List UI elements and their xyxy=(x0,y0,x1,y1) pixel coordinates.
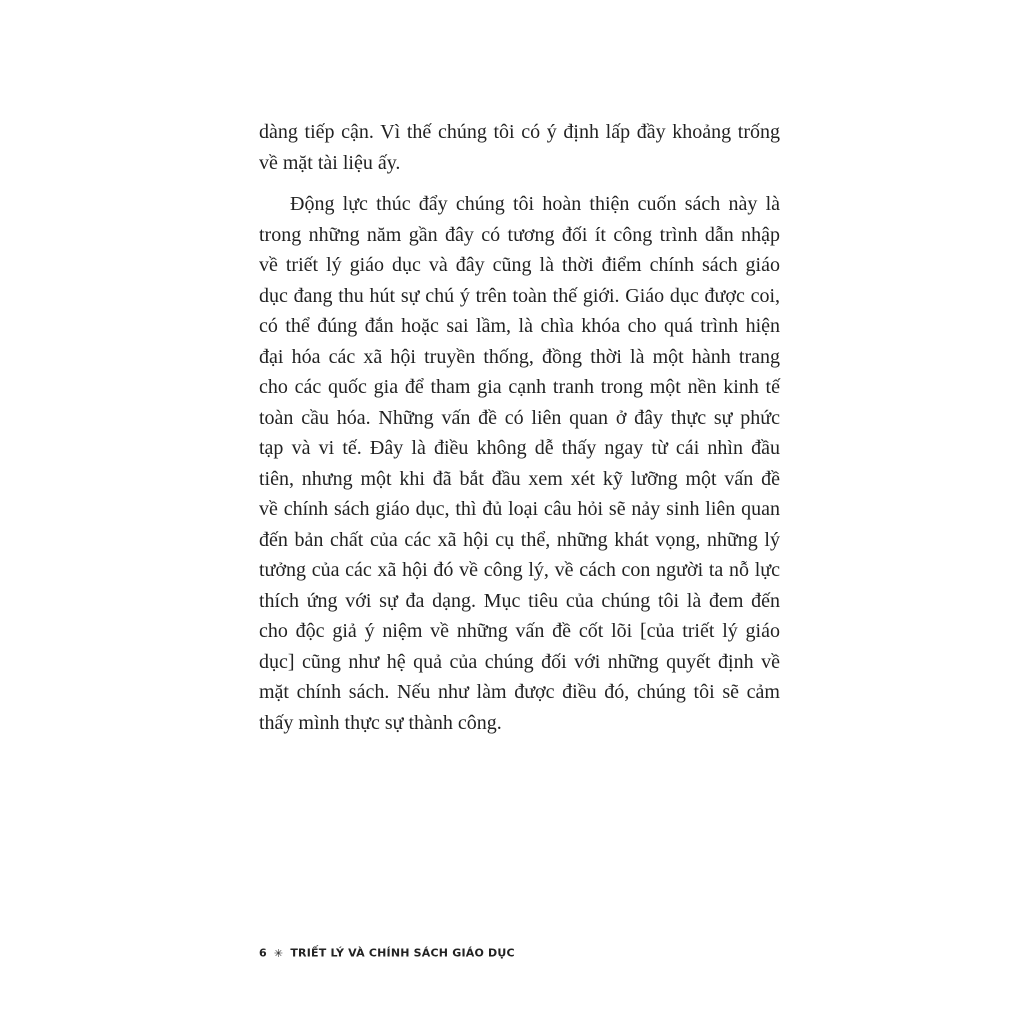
text-line: cho các quốc gia để tham gia cạnh tranh trong một nền kinh tế xyxy=(259,376,780,398)
page-number: 6 xyxy=(259,946,267,960)
text-line: đến bản chất của các xã hội cụ thể, những khát vọng, những lý xyxy=(259,528,780,551)
text-line: Động lực thúc đẩy chúng tôi hoàn thiện cuốn sách này là xyxy=(290,193,780,215)
text-line: về chính sách giáo dục, thì đủ loại câu hỏi sẽ nảy sinh liên quan xyxy=(259,498,780,520)
running-footer xyxy=(259,946,515,960)
text-line: về triết lý giáo dục và đây cũng là thời điểm chính sách giáo xyxy=(259,254,780,276)
text-line: trong những năm gần đây có tương đối ít công trình dẫn nhập xyxy=(259,223,780,246)
text-line: tiên, nhưng một khi đã bắt đầu xem xét kỹ lưỡng một vấn đề xyxy=(259,467,780,490)
text-line: dục đang thu hút sự chú ý trên toàn thế giới. Giáo dục được coi, xyxy=(259,284,780,307)
text-line: có thể đúng đắn hoặc sai lầm, là chìa khóa cho quá trình hiện xyxy=(259,315,780,337)
text-line: dàng tiếp cận. Vì thế chúng tôi có ý định lấp đầy khoảng trống xyxy=(259,121,780,143)
text-line: thích ứng với sự đa dạng. Mục tiêu của chúng tôi là đem đến xyxy=(259,589,780,612)
book-title: TRIẾT LÝ VÀ CHÍNH SÁCH GIÁO DỤC xyxy=(290,946,515,960)
text-line: về mặt tài liệu ấy. xyxy=(259,151,401,174)
text-line: đại hóa các xã hội truyền thống, đồng thời là một hành trang xyxy=(259,345,780,368)
text-line: thấy mình thực sự thành công. xyxy=(259,711,502,734)
paragraph-main xyxy=(259,189,780,738)
text-line: toàn cầu hóa. Những vấn đề có liên quan ở đây thực sự phức xyxy=(259,406,780,429)
text-line: tạp và vi tế. Đây là điều không dễ thấy ngay từ cái nhìn đầu xyxy=(259,437,780,459)
text-line: tưởng của các xã hội đó về công lý, về cách con người ta nỗ lực xyxy=(259,559,780,581)
text-line: dục] cũng như hệ quả của chúng đối với những quyết định về xyxy=(259,650,780,673)
text-line: mặt chính sách. Nếu như làm được điều đó, chúng tôi sẽ cảm xyxy=(259,681,780,703)
paragraph-continued xyxy=(259,117,780,178)
paragraph-gap xyxy=(259,178,780,189)
text-line: cho độc giả ý niệm về những vấn đề cốt lõi [của triết lý giáo xyxy=(259,620,780,642)
body-text xyxy=(259,117,780,738)
asterisk-ornament-icon: ✳ xyxy=(273,946,284,960)
